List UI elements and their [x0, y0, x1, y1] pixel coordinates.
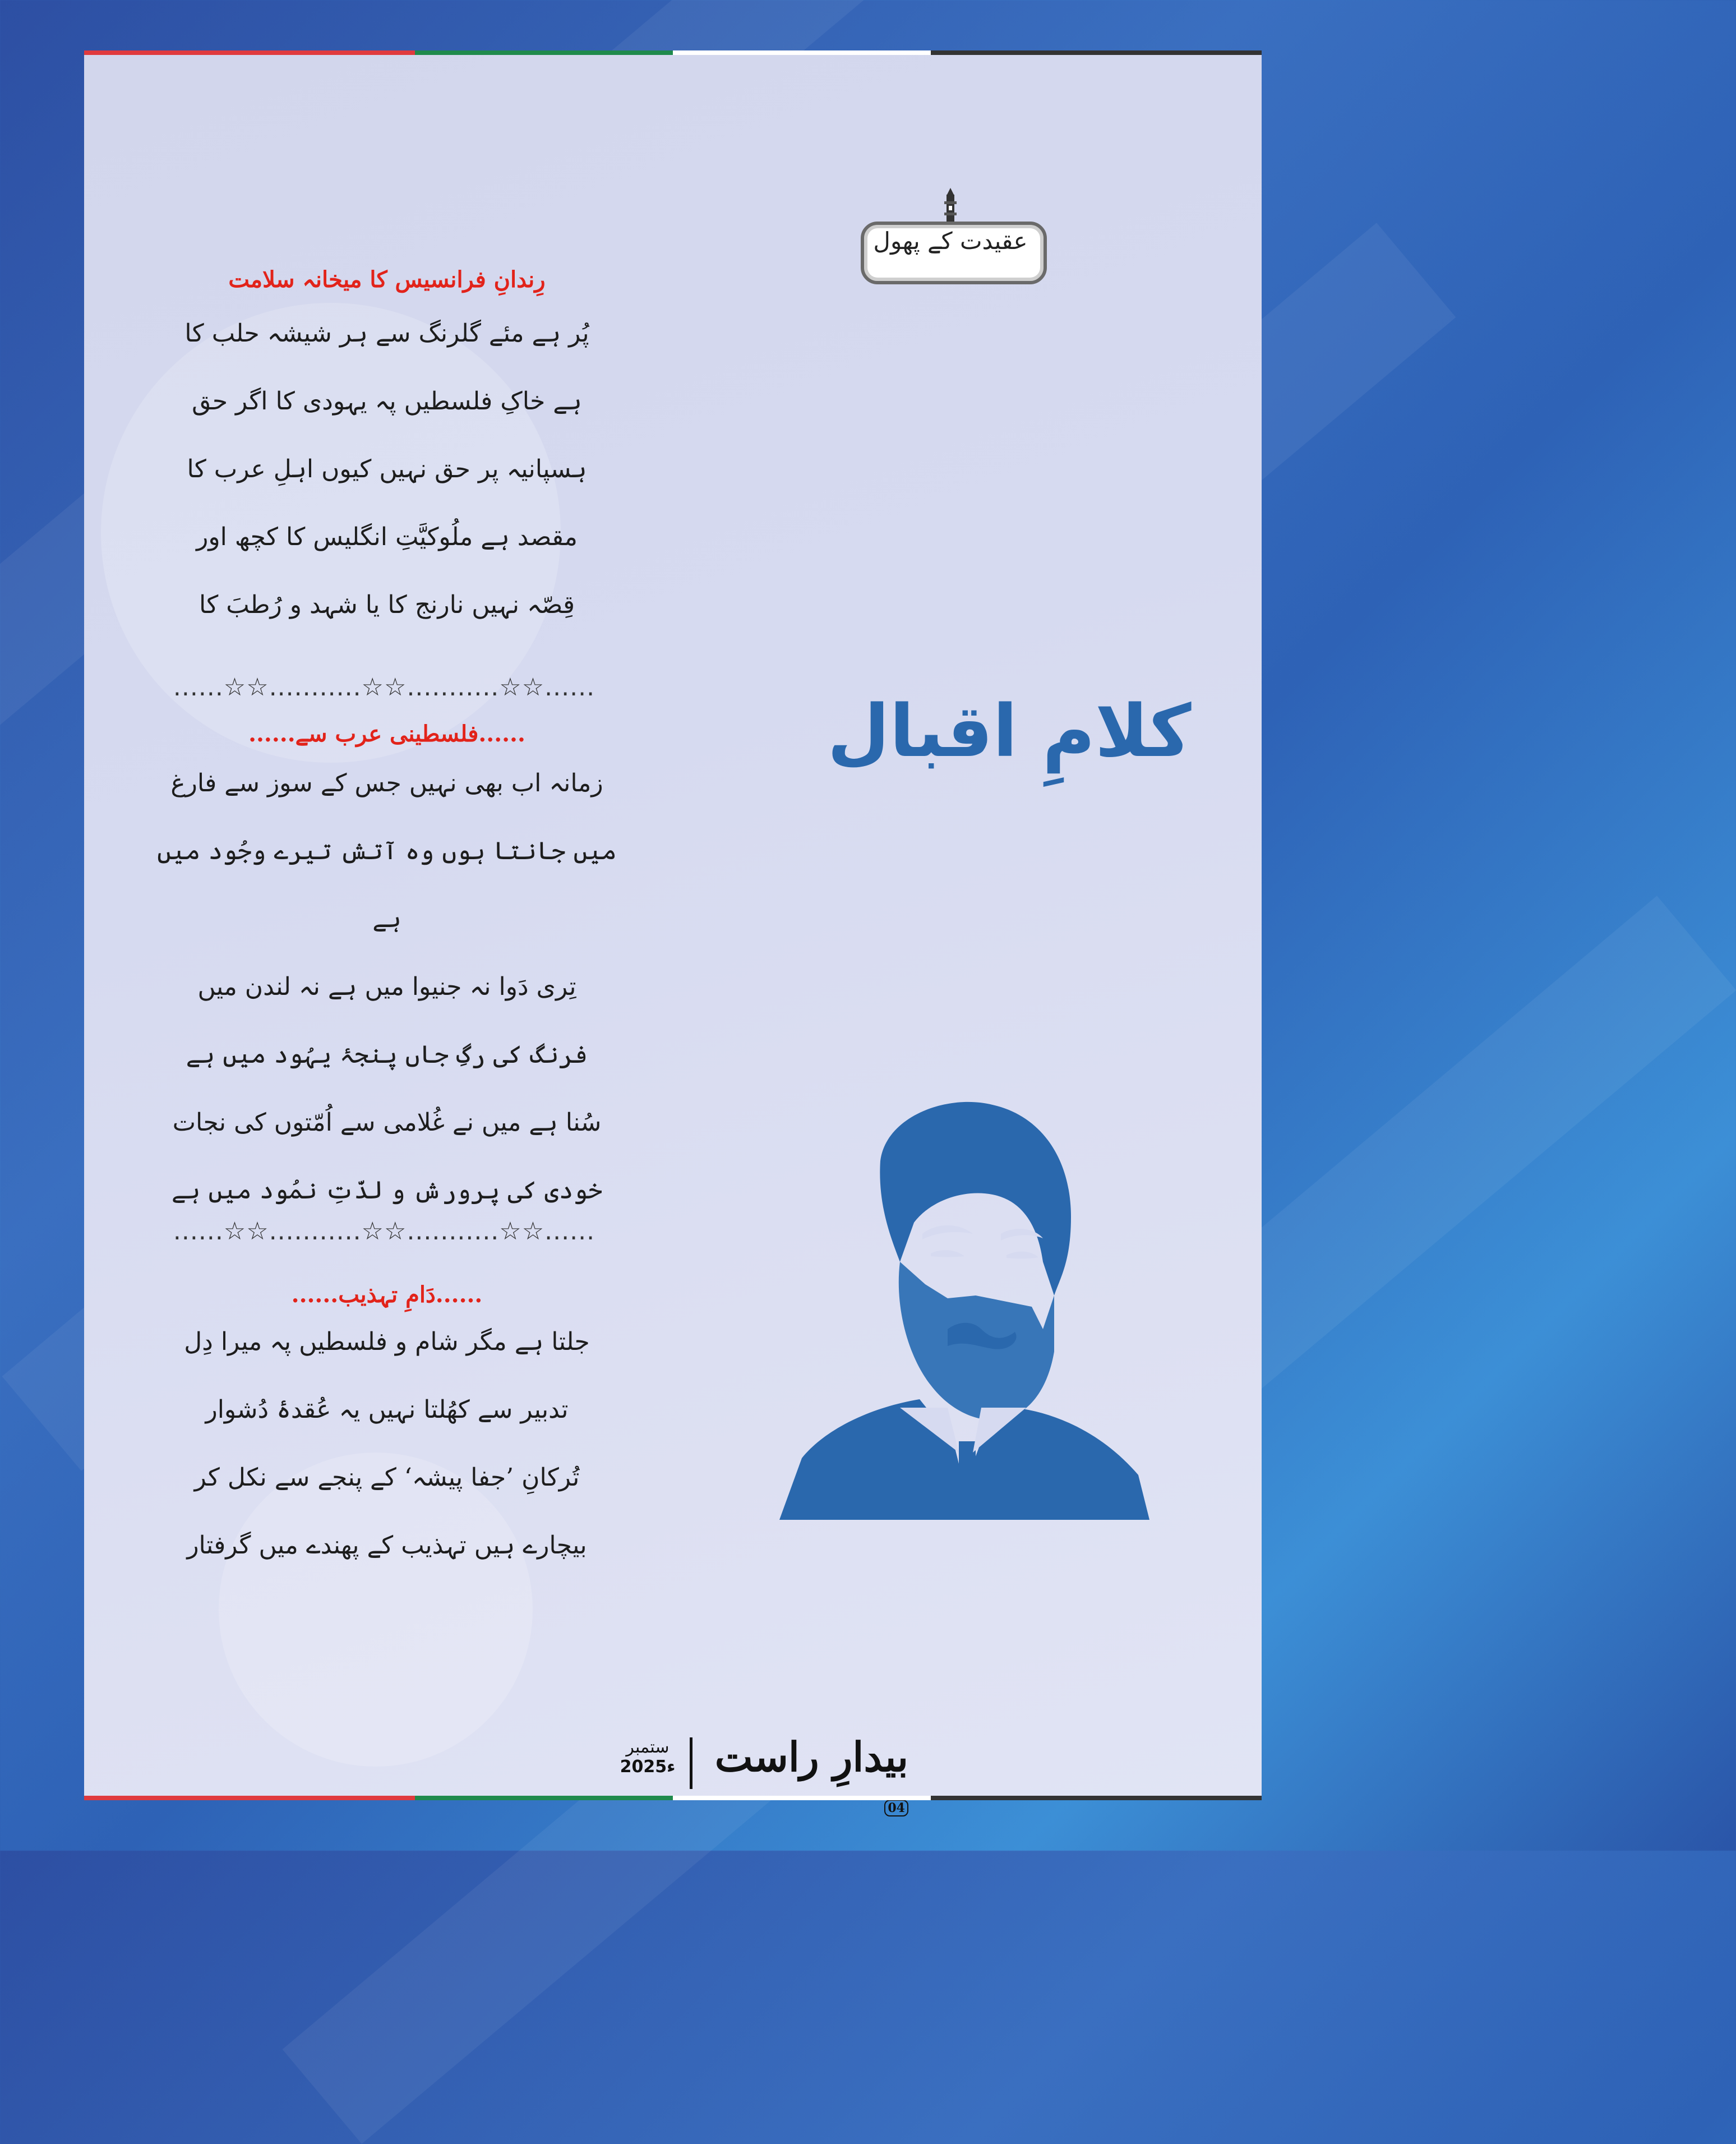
poem-1 [146, 266, 628, 639]
magazine-logo-text: بیدارِ راست [714, 1733, 908, 1781]
footer-year: 2025ء [620, 1757, 676, 1777]
top-color-bar [84, 50, 1262, 55]
poem-line: جلتا ہے مگر شام و فلسطیں پہ میرا دِل [184, 1327, 590, 1356]
page [84, 50, 1262, 1815]
magazine-logo [701, 1733, 908, 1828]
issue-number: 04 [884, 1800, 908, 1816]
badge-label: عقیدت کے پھول [873, 227, 1028, 255]
poem-line: مقصد ہے ملُوکیَّتِ انگلیس کا کچھ اور [196, 523, 578, 551]
star-divider: ......☆☆...........☆☆...........☆☆...... [173, 1217, 595, 1246]
poem-line: فرنگ کی رگِ جاں پنجۂ یہُود میں ہے [186, 1040, 588, 1069]
poem-2 [146, 721, 628, 1224]
portrait-illustration [779, 1094, 1149, 1520]
poem-3 [146, 1281, 628, 1579]
poem-line: میں جانتا ہوں وہ آتش تیرے وجُود میں ہے [157, 837, 617, 933]
badge [861, 188, 1040, 272]
star-divider: ......☆☆...........☆☆...........☆☆...... [173, 673, 595, 702]
poem-line: زمانہ اب بھی نہیں جس کے سوز سے فارغ [170, 769, 603, 797]
poem-2-title: ......فلسطینی عرب سے...... [248, 721, 525, 747]
footer-date [617, 1737, 678, 1777]
poem-line: تدبیر سے کھُلتا نہیں یہ عُقدۂ دُشوار [205, 1395, 569, 1424]
footer [550, 1733, 908, 1815]
poem-3-title: ......دَامِ تہذیب...... [291, 1281, 483, 1308]
poem-line: قِصّہ نہیں نارنج کا یا شہد و رُطبَ کا [198, 591, 575, 619]
footer-separator [690, 1737, 692, 1789]
poem-line: سُنا ہے میں نے غُلامی سے اُمّتوں کی نجات [172, 1108, 602, 1137]
poem-line: خودی کی پرورش و لذّتِ نمُود میں ہے [171, 1176, 603, 1205]
poem-line: بیچارے ہیں تہذیب کے پھندے میں گرفتار [187, 1531, 587, 1560]
poem-line: پُر ہے مئے گلرنگ سے ہر شیشہ حلب کا [184, 319, 589, 348]
poem-line: تِری دَوا نہ جنیوا میں ہے نہ لندن میں [197, 972, 576, 1001]
page-title: کلامِ اقبال [827, 690, 1192, 773]
poem-line: تُرکانِ ’جفا پیشہ‘ کے پنجے سے نکل کر [194, 1463, 580, 1492]
poem-1-title: رِندانِ فرانسیس کا میخانہ سلامت [228, 266, 546, 293]
bottom-color-bar [84, 1796, 1262, 1800]
poem-line: ہسپانیہ پر حق نہیں کیوں اہلِ عرب کا [187, 455, 587, 483]
poem-line: ہے خاکِ فلسطیں پہ یہودی کا اگر حق [192, 387, 582, 416]
footer-month: ستمبر [626, 1737, 670, 1757]
